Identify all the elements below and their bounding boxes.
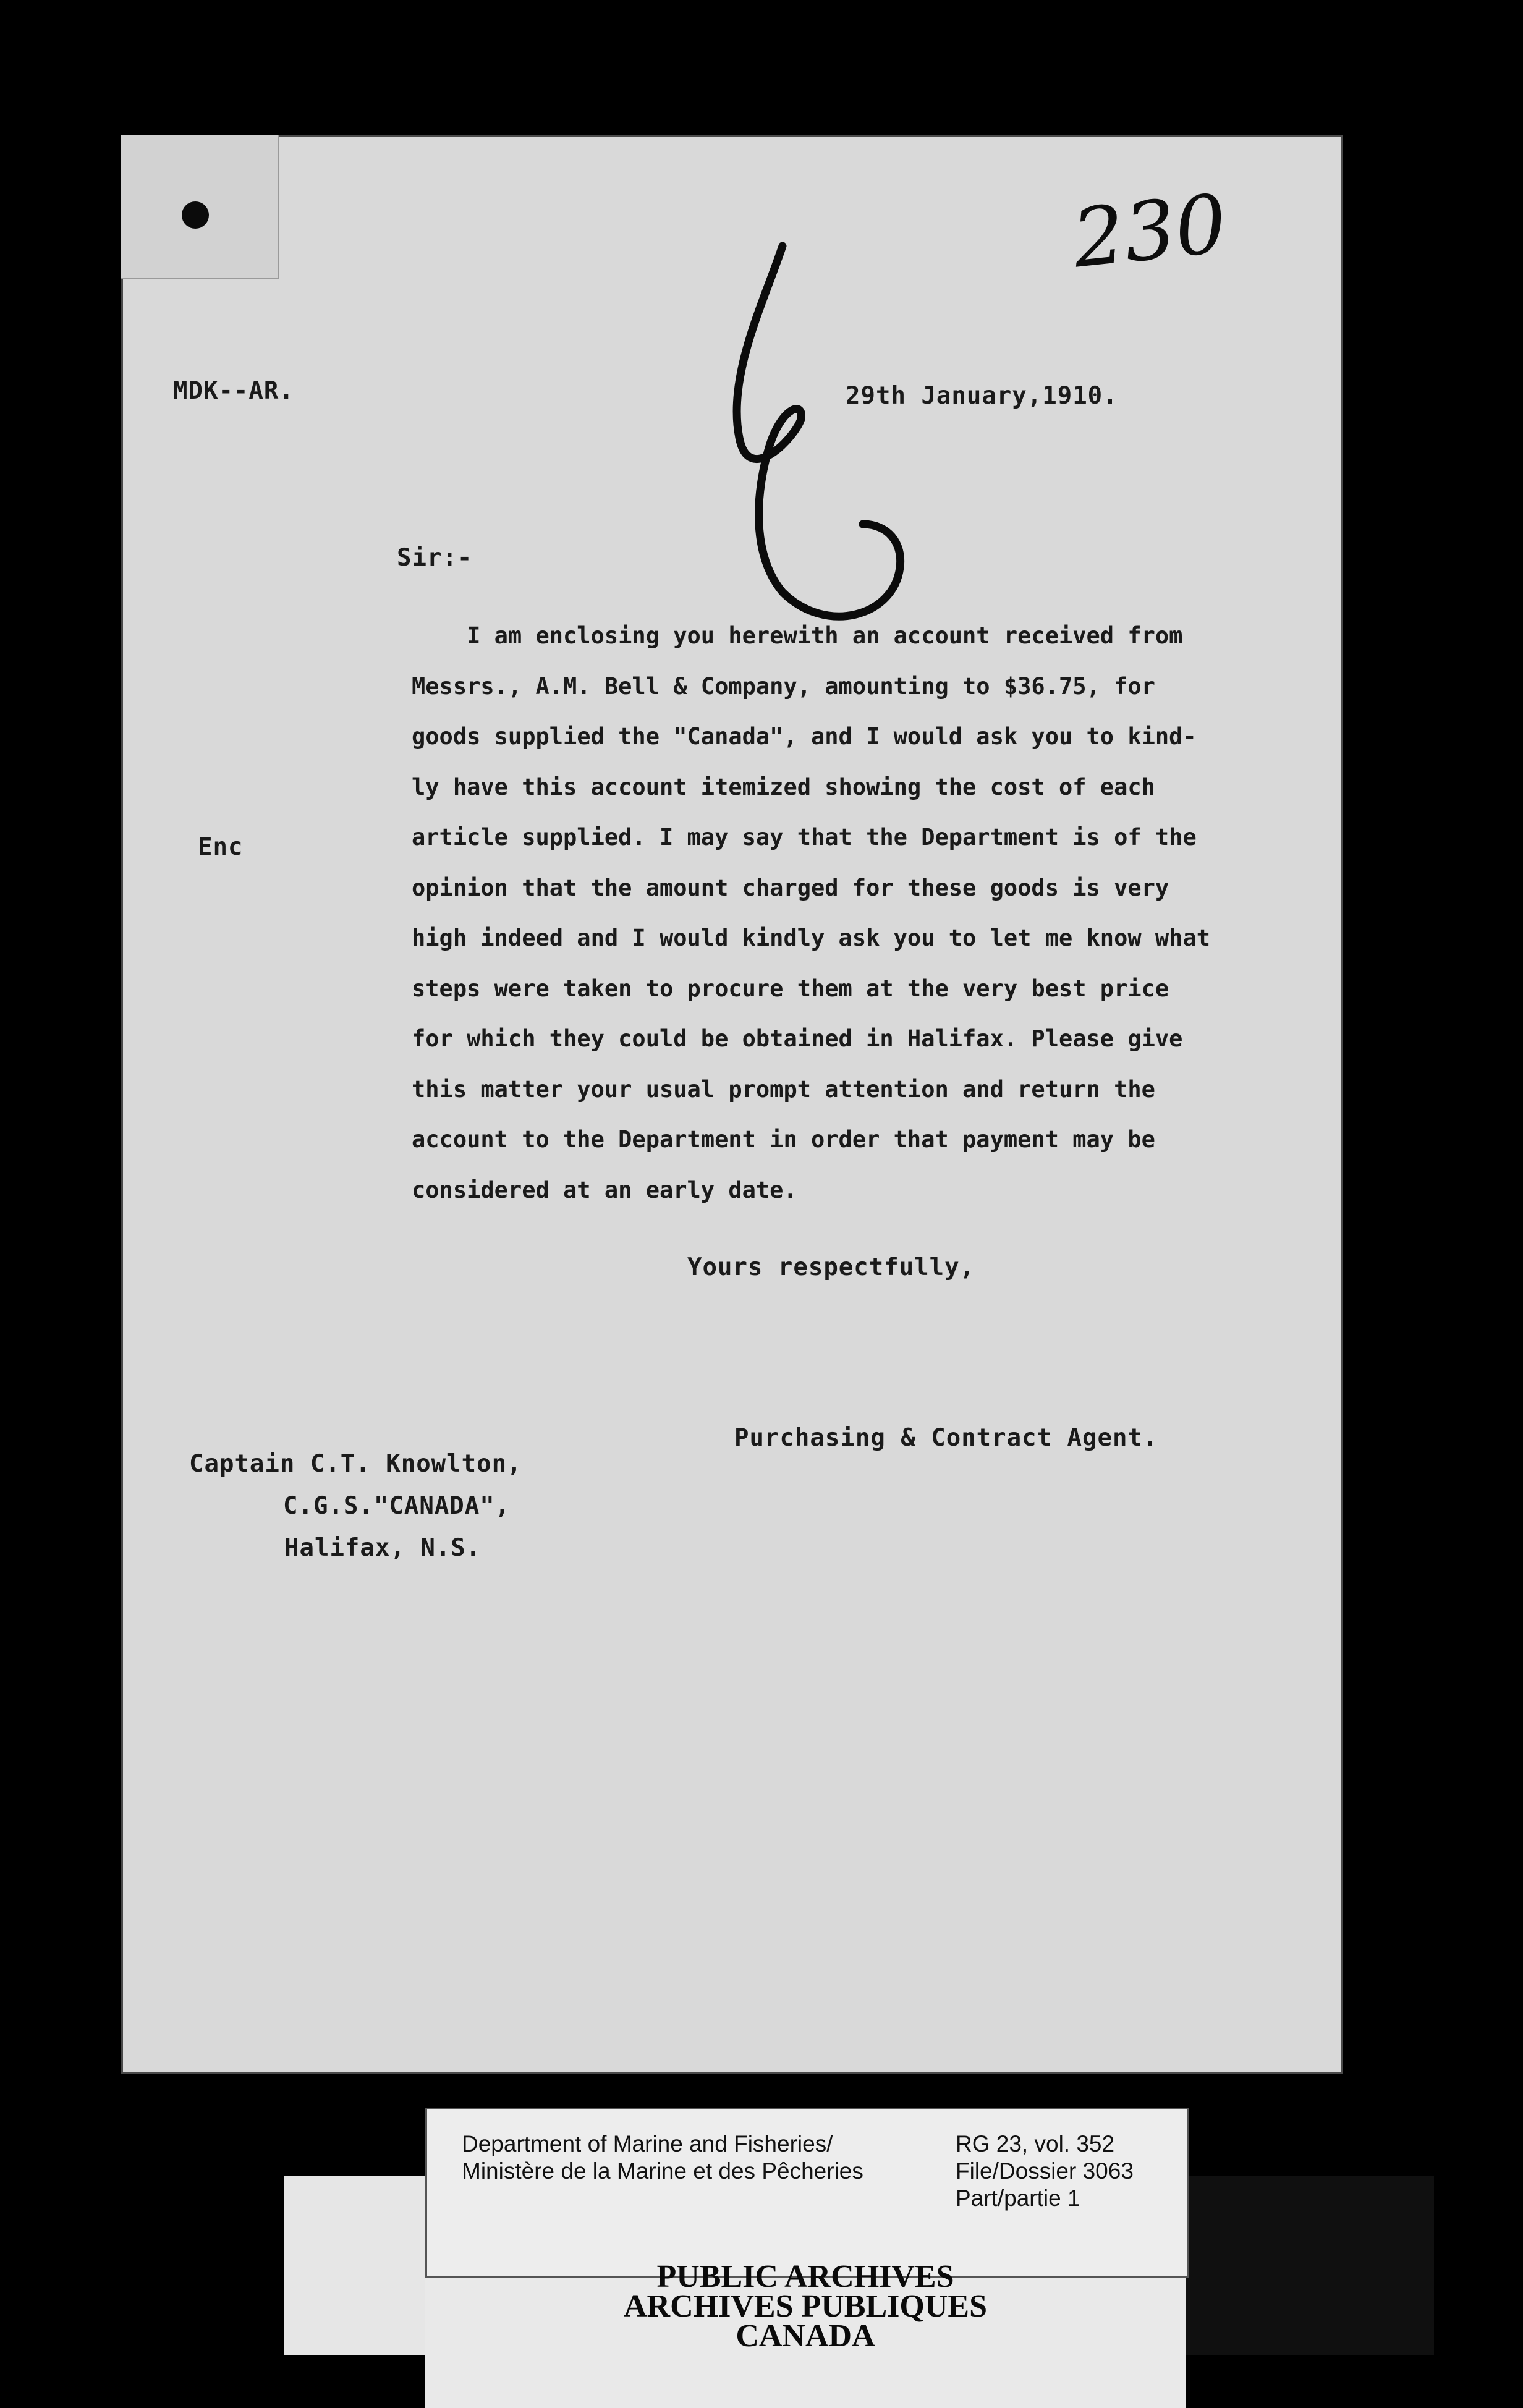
- body-line: article supplied. I may say that the Department is of the: [412, 824, 1197, 850]
- folded-corner: [121, 135, 279, 279]
- body-line: I am enclosing you herewith an account received from: [412, 622, 1183, 649]
- body-line: considered at an early date.: [412, 1176, 797, 1203]
- film-edge: [1174, 2176, 1434, 2355]
- reference-line: File/Dossier 3063: [956, 2158, 1134, 2184]
- body-line: account to the Department in order that payment may be: [412, 1126, 1155, 1153]
- body-line: ly have this account itemized showing the cost of each: [412, 773, 1155, 800]
- signature-title: Purchasing & Contract Agent.: [734, 1424, 1158, 1452]
- letter-body: [412, 611, 1289, 1215]
- handwritten-mark: [690, 234, 986, 654]
- reference-line: Part/partie 1: [956, 2185, 1080, 2211]
- addressee-name: Captain C.T. Knowlton,: [189, 1450, 522, 1478]
- stamp-line: CANADA: [736, 2318, 875, 2354]
- archive-reference: [956, 2130, 1134, 2212]
- addressee-city: Halifax, N.S.: [284, 1534, 482, 1562]
- stamp-line: PUBLIC ARCHIVES: [656, 2259, 954, 2294]
- stamp-line: ARCHIVES PUBLIQUES: [623, 2289, 988, 2324]
- salutation: Sir:-: [397, 544, 473, 572]
- body-line: this matter your usual prompt attention and return the: [412, 1075, 1155, 1103]
- enclosure-note: Enc: [198, 833, 244, 861]
- body-line: goods supplied the "Canada", and I would ask you to kind-: [412, 723, 1197, 750]
- closing: Yours respectfully,: [687, 1253, 975, 1281]
- body-line: steps were taken to procure them at the very best price: [412, 975, 1169, 1002]
- body-line: high indeed and I would kindly ask you to let me know what: [412, 925, 1211, 951]
- letter-date: 29th January,1910.: [846, 382, 1118, 410]
- archives-stamp: [425, 2259, 1186, 2354]
- department-line: Department of Marine and Fisheries/: [462, 2131, 833, 2156]
- page-number: 230: [1068, 176, 1231, 286]
- body-line: opinion that the amount charged for these goods is very: [412, 874, 1169, 901]
- addressee-ship: C.G.S."CANADA",: [283, 1492, 511, 1520]
- body-line: Messrs., A.M. Bell & Company, amounting to $36.75, for: [412, 672, 1155, 700]
- archive-label: [425, 2108, 1189, 2278]
- department-line: Ministère de la Marine et des Pêcheries: [462, 2158, 863, 2184]
- body-line: for which they could be obtained in Halifax. Please give: [412, 1025, 1183, 1052]
- reference-line: RG 23, vol. 352: [956, 2131, 1115, 2156]
- punch-hole: [182, 201, 209, 229]
- letter-sheet: [121, 135, 1343, 2074]
- department-name: [462, 2130, 863, 2185]
- reference-code: MDK--AR.: [173, 377, 294, 405]
